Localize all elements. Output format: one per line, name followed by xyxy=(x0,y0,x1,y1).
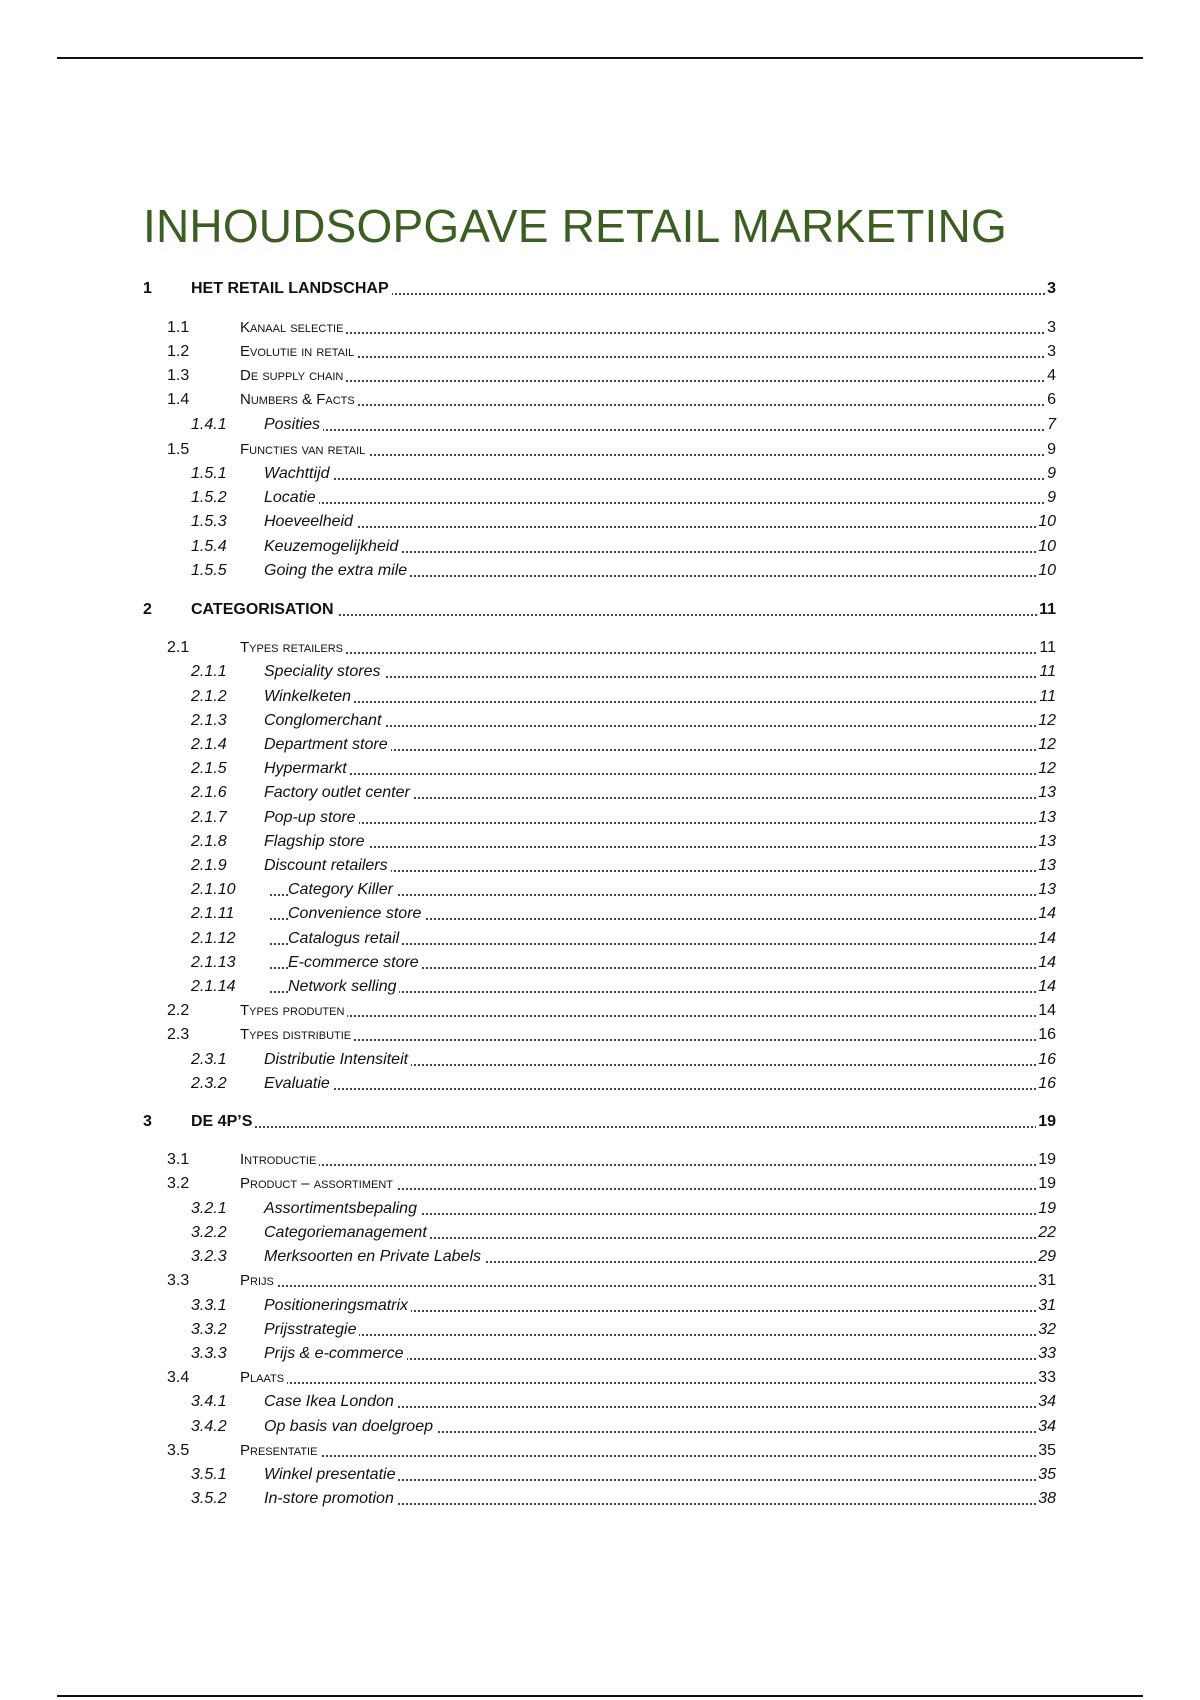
toc-page: 11 xyxy=(1037,686,1056,708)
toc-page: 33 xyxy=(1036,1367,1056,1389)
toc-label: Types produten xyxy=(240,1000,347,1022)
toc-page: 13 xyxy=(1036,831,1056,853)
toc-page: 3 xyxy=(1045,278,1056,300)
toc-entry[interactable] xyxy=(0,461,1200,485)
toc-page: 12 xyxy=(1036,734,1056,756)
toc-page: 9 xyxy=(1045,439,1056,461)
toc-entry[interactable] xyxy=(0,732,1200,756)
toc-entry[interactable] xyxy=(0,926,1200,950)
toc-page: 38 xyxy=(1036,1488,1056,1510)
toc-number: 3.2.1 xyxy=(191,1200,227,1217)
dot-leader xyxy=(270,502,1052,504)
toc-label: Merksoorten en Private Labels xyxy=(264,1246,484,1268)
toc-number: 3.3 xyxy=(167,1272,190,1289)
toc-page: 16 xyxy=(1036,1073,1056,1095)
toc-label: DE 4P’S xyxy=(191,1111,255,1133)
toc-page: 14 xyxy=(1036,928,1056,950)
toc-label: Introductie xyxy=(240,1149,319,1171)
toc-number: 3.3.3 xyxy=(191,1345,227,1362)
toc-page: 19 xyxy=(1036,1173,1056,1195)
toc-page: 10 xyxy=(1036,536,1056,558)
toc-page: 7 xyxy=(1045,414,1056,436)
toc-entry[interactable] xyxy=(0,1438,1200,1462)
toc-entry[interactable] xyxy=(0,1341,1200,1365)
toc-number: 2.3 xyxy=(167,1026,190,1043)
dot-leader xyxy=(250,1285,1052,1287)
toc-number: 2.1.9 xyxy=(191,857,227,874)
toc-label: Department store xyxy=(264,734,391,756)
toc-number: 3.4.2 xyxy=(191,1418,227,1435)
toc-entry[interactable] xyxy=(0,1486,1200,1510)
toc-number: 1.5.1 xyxy=(191,465,227,482)
toc-entry[interactable] xyxy=(0,756,1200,780)
toc-entry[interactable] xyxy=(0,853,1200,877)
toc-number: 1.5.5 xyxy=(191,562,227,579)
dot-leader xyxy=(270,773,1052,775)
toc-entry[interactable] xyxy=(0,1196,1200,1220)
toc-page: 14 xyxy=(1036,1000,1056,1022)
toc-entry[interactable] xyxy=(0,485,1200,509)
toc-page: 35 xyxy=(1036,1464,1056,1486)
toc-page: 14 xyxy=(1036,976,1056,998)
toc-label: Op basis van doelgroep xyxy=(264,1416,436,1438)
toc-number: 3.3.2 xyxy=(191,1321,227,1338)
dot-leader xyxy=(250,652,1052,654)
toc-number: 3.4.1 xyxy=(191,1393,227,1410)
toc-entry[interactable] xyxy=(0,635,1200,659)
toc-page: 13 xyxy=(1036,855,1056,877)
toc-entry[interactable] xyxy=(0,1022,1200,1046)
dot-leader xyxy=(270,676,1052,678)
toc-number: 2.3.1 xyxy=(191,1051,227,1068)
toc-entry[interactable] xyxy=(0,1047,1200,1071)
toc-page: 9 xyxy=(1045,487,1056,509)
toc-number: 3.5 xyxy=(167,1442,190,1459)
toc-number: 1.2 xyxy=(167,343,190,360)
toc-entry[interactable] xyxy=(0,1462,1200,1486)
toc-label: Categoriemanagement xyxy=(264,1222,430,1244)
toc-number: 1.5.3 xyxy=(191,513,227,530)
toc-entry[interactable] xyxy=(0,363,1200,387)
toc-label: Winkelketen xyxy=(264,686,354,708)
toc-label: HET RETAIL LANDSCHAP xyxy=(191,278,392,300)
toc-entry[interactable] xyxy=(0,339,1200,363)
toc-page: 10 xyxy=(1036,560,1056,582)
dot-leader xyxy=(250,1015,1052,1017)
toc-number: 3.3.1 xyxy=(191,1297,227,1314)
toc-number: 1.5 xyxy=(167,441,190,458)
toc-page: 3 xyxy=(1045,317,1056,339)
toc-entry[interactable] xyxy=(0,1365,1200,1389)
toc-label: Wachttijd xyxy=(264,463,333,485)
dot-leader xyxy=(270,725,1052,727)
toc-entry[interactable] xyxy=(0,950,1200,974)
toc-entry[interactable] xyxy=(0,412,1200,436)
toc-label: Hoeveelheid xyxy=(264,511,356,533)
toc-label: Factory outlet center xyxy=(264,782,413,804)
dot-leader xyxy=(270,478,1052,480)
toc-page: 19 xyxy=(1036,1198,1056,1220)
toc-entry[interactable] xyxy=(0,1171,1200,1195)
toc-label: Locatie xyxy=(264,487,319,509)
toc-number: 2.3.2 xyxy=(191,1075,227,1092)
toc-entry[interactable] xyxy=(0,659,1200,683)
toc-number: 1.1 xyxy=(167,319,190,336)
dot-leader xyxy=(270,429,1052,431)
toc-entry[interactable] xyxy=(0,1293,1200,1317)
toc-label: Types retailers xyxy=(240,637,346,659)
toc-entry[interactable] xyxy=(0,998,1200,1022)
toc-page: 33 xyxy=(1036,1343,1056,1365)
toc-page: 22 xyxy=(1036,1222,1056,1244)
toc-page: 31 xyxy=(1036,1295,1056,1317)
toc-number: 2.1.1 xyxy=(191,663,227,680)
toc-number: 2.1.8 xyxy=(191,833,227,850)
toc-number: 2.1.3 xyxy=(191,712,227,729)
toc-label: Winkel presentatie xyxy=(264,1464,398,1486)
toc-number: 2.1.6 xyxy=(191,784,227,801)
toc-label: Catalogus retail xyxy=(288,928,402,950)
toc-entry[interactable] xyxy=(0,805,1200,829)
toc-page: 14 xyxy=(1036,903,1056,925)
toc-page: 13 xyxy=(1036,782,1056,804)
dot-leader xyxy=(270,822,1052,824)
toc-page: 16 xyxy=(1036,1049,1056,1071)
toc-entry[interactable] xyxy=(0,1071,1200,1095)
toc-entry[interactable] xyxy=(0,597,1200,621)
document-title: INHOUDSOPGAVE RETAIL MARKETING xyxy=(143,200,1007,252)
toc-number: 3 xyxy=(143,1113,152,1130)
toc-entry[interactable] xyxy=(0,780,1200,804)
toc-page: 31 xyxy=(1036,1270,1056,1292)
toc-entry[interactable] xyxy=(0,534,1200,558)
toc-label: Flagship store xyxy=(264,831,368,853)
dot-leader xyxy=(270,526,1052,528)
toc-label: Prijsstrategie xyxy=(264,1319,359,1341)
dot-leader xyxy=(250,380,1052,382)
toc-number: 3.2.3 xyxy=(191,1248,227,1265)
toc-number: 1 xyxy=(143,280,152,297)
toc-page: 6 xyxy=(1045,389,1056,411)
toc-label: Case Ikea London xyxy=(264,1391,397,1413)
dot-leader xyxy=(250,1455,1052,1457)
toc-number: 2.1.13 xyxy=(191,954,236,971)
toc-label: Kanaal selectie xyxy=(240,317,346,339)
toc-number: 2.2 xyxy=(167,1002,190,1019)
toc-entry[interactable] xyxy=(0,387,1200,411)
toc-entry[interactable] xyxy=(0,901,1200,925)
toc-label: Functies van retail xyxy=(240,439,368,461)
toc-page: 29 xyxy=(1036,1246,1056,1268)
toc-entry[interactable] xyxy=(0,1147,1200,1171)
toc-entry[interactable] xyxy=(0,974,1200,998)
toc-entry[interactable] xyxy=(0,708,1200,732)
toc-page: 11 xyxy=(1037,599,1056,621)
toc-entry[interactable] xyxy=(0,877,1200,901)
dot-leader xyxy=(200,1126,1052,1128)
toc-entry[interactable] xyxy=(0,1244,1200,1268)
toc-number: 2.1.7 xyxy=(191,809,227,826)
toc-entry[interactable] xyxy=(0,1109,1200,1133)
toc-label: Posities xyxy=(264,414,323,436)
toc-label: In-store promotion xyxy=(264,1488,397,1510)
toc-number: 3.5.1 xyxy=(191,1466,227,1483)
toc-label: Types distributie xyxy=(240,1024,354,1046)
toc-label: Distributie Intensiteit xyxy=(264,1049,411,1071)
toc-number: 1.4 xyxy=(167,391,190,408)
toc-label: Going the extra mile xyxy=(264,560,410,582)
toc-number: 2.1.12 xyxy=(191,930,236,947)
dot-leader xyxy=(270,1088,1052,1090)
dot-leader xyxy=(250,454,1052,456)
toc-number: 3.2 xyxy=(167,1175,190,1192)
toc-page: 16 xyxy=(1036,1024,1056,1046)
dot-leader xyxy=(250,1164,1052,1166)
toc-entry[interactable] xyxy=(0,1414,1200,1438)
toc-page: 11 xyxy=(1037,637,1056,659)
toc-page: 13 xyxy=(1036,807,1056,829)
dot-leader xyxy=(250,404,1052,406)
toc-page: 9 xyxy=(1045,463,1056,485)
toc-number: 1.5.2 xyxy=(191,489,227,506)
toc-entry[interactable] xyxy=(0,558,1200,582)
dot-leader xyxy=(250,332,1052,334)
toc-label: Assortimentsbepaling xyxy=(264,1198,420,1220)
toc-page: 14 xyxy=(1036,952,1056,974)
dot-leader xyxy=(250,356,1052,358)
toc-entry[interactable] xyxy=(0,1268,1200,1292)
toc-number: 2.1.11 xyxy=(191,905,235,922)
toc-number: 3.4 xyxy=(167,1369,190,1386)
toc-page: 35 xyxy=(1036,1440,1056,1462)
toc-label: Hypermarkt xyxy=(264,758,350,780)
dot-leader xyxy=(270,846,1052,848)
toc-entry[interactable] xyxy=(0,1317,1200,1341)
toc-entry[interactable] xyxy=(0,1389,1200,1413)
toc-number: 2.1.5 xyxy=(191,760,227,777)
dot-leader xyxy=(250,1039,1052,1041)
footer-rule xyxy=(57,1695,1143,1697)
toc-label: Network selling xyxy=(288,976,399,998)
toc-number: 2.1.14 xyxy=(191,978,236,995)
toc-page: 32 xyxy=(1036,1319,1056,1341)
dot-leader xyxy=(270,701,1052,703)
toc-entry[interactable] xyxy=(0,437,1200,461)
toc-entry[interactable] xyxy=(0,509,1200,533)
toc-page: 12 xyxy=(1036,758,1056,780)
toc-number: 1.4.1 xyxy=(191,416,227,433)
toc-entry[interactable] xyxy=(0,1220,1200,1244)
toc-entry[interactable] xyxy=(0,829,1200,853)
toc-label: Evolutie in retail xyxy=(240,341,357,363)
toc-number: 3.5.2 xyxy=(191,1490,227,1507)
toc-page: 11 xyxy=(1037,661,1056,683)
toc-page: 10 xyxy=(1036,511,1056,533)
toc-label: CATEGORISATION xyxy=(191,599,337,621)
toc-label: Evaluatie xyxy=(264,1073,333,1095)
toc-label: Numbers & Facts xyxy=(240,389,358,411)
toc-page: 12 xyxy=(1036,710,1056,732)
toc-label: Conglomerchant xyxy=(264,710,384,732)
toc-number: 2.1.2 xyxy=(191,688,227,705)
toc-label: Prijs & e-commerce xyxy=(264,1343,407,1365)
toc-label: Positioneringsmatrix xyxy=(264,1295,411,1317)
toc-page: 34 xyxy=(1036,1416,1056,1438)
toc-label: Keuzemogelijkheid xyxy=(264,536,401,558)
toc-page: 19 xyxy=(1036,1111,1056,1133)
toc-label: Presentatie xyxy=(240,1440,320,1462)
toc-page: 3 xyxy=(1045,341,1056,363)
toc-label: E-commerce store xyxy=(288,952,422,974)
toc-label: Convenience store xyxy=(288,903,424,925)
toc-entry[interactable] xyxy=(0,315,1200,339)
toc-page: 34 xyxy=(1036,1391,1056,1413)
toc-label: Plaats xyxy=(240,1367,287,1389)
toc-label: Speciality stores xyxy=(264,661,384,683)
toc-label: Discount retailers xyxy=(264,855,391,877)
toc-number: 2 xyxy=(143,601,152,618)
toc-label: De supply chain xyxy=(240,365,346,387)
toc-entry[interactable] xyxy=(0,684,1200,708)
toc-entry[interactable] xyxy=(0,276,1200,300)
toc-page: 13 xyxy=(1036,879,1056,901)
toc-label: Category Killer xyxy=(288,879,396,901)
toc-number: 3.2.2 xyxy=(191,1224,227,1241)
toc-label: Prijs xyxy=(240,1270,277,1292)
toc-label: Product – assortiment xyxy=(240,1173,396,1195)
toc-number: 2.1 xyxy=(167,639,190,656)
toc-number: 1.5.4 xyxy=(191,538,227,555)
toc-number: 1.3 xyxy=(167,367,190,384)
toc-number: 2.1.10 xyxy=(191,881,236,898)
toc-label: Pop-up store xyxy=(264,807,359,829)
toc-number: 3.1 xyxy=(167,1151,190,1168)
dot-leader xyxy=(270,1334,1052,1336)
dot-leader xyxy=(250,1382,1052,1384)
toc-page: 4 xyxy=(1045,365,1056,387)
toc-page: 19 xyxy=(1036,1149,1056,1171)
toc-number: 2.1.4 xyxy=(191,736,227,753)
